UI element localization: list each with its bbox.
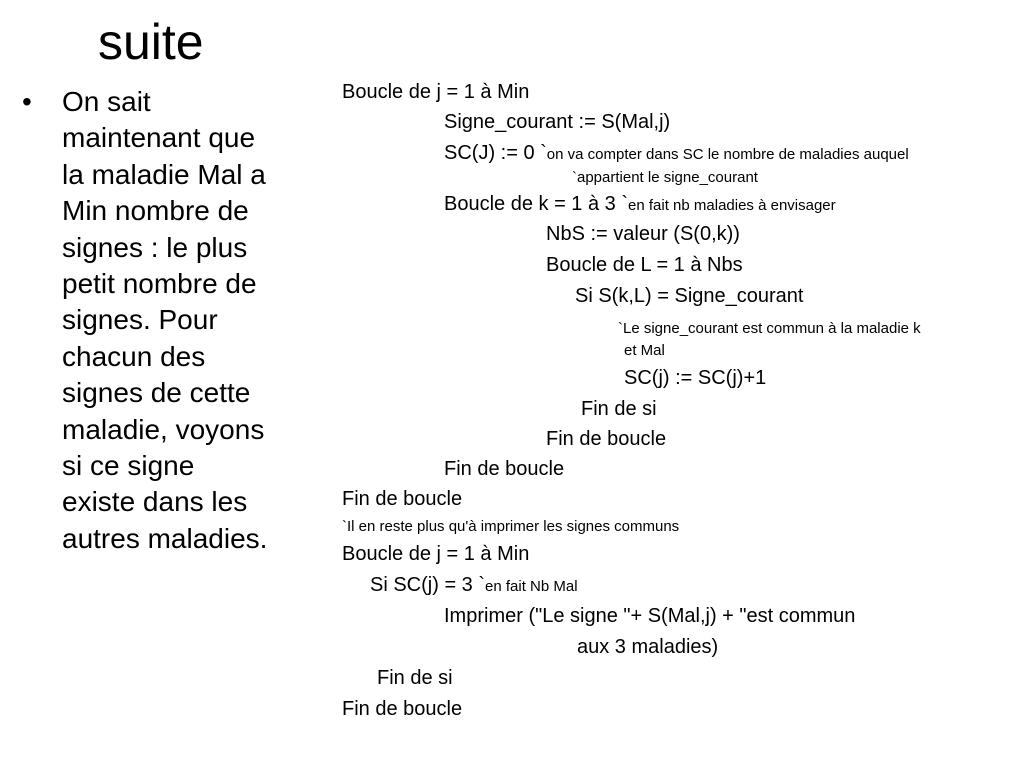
code-line: aux 3 maladies) [577, 636, 719, 658]
code-line: Fin de boucle [342, 488, 463, 510]
code-line: Fin de boucle [444, 458, 565, 480]
code-comment-line: `Il en reste plus qu'à imprimer les signes communs [342, 518, 680, 535]
code-line: Si S(k,L) = Signe_courant [575, 285, 804, 307]
bullet-line: petit nombre de [62, 268, 257, 300]
bullet-line: si ce signe [62, 450, 195, 482]
bullet-line: signes : le plus [62, 231, 248, 263]
bullet-text [62, 84, 267, 557]
code-line: Imprimer ("Le signe "+ S(Mal,j) + "est commun [444, 605, 856, 627]
code-comment-line: et Mal [624, 342, 665, 359]
code-line: Boucle de j = 1 à Min [342, 81, 530, 103]
code-line [444, 141, 909, 167]
bullet-line: autres maladies. [62, 522, 268, 554]
code-line: Fin de boucle [546, 428, 667, 450]
bullet-line: maintenant que [62, 122, 256, 154]
bullet-marker: • [22, 86, 32, 117]
bullet-line: la maladie Mal a [62, 158, 266, 190]
code-comment: en fait nb maladies à envisager [628, 197, 836, 214]
bullet-line: signes. Pour [62, 304, 218, 336]
bullet-line: chacun des [62, 340, 206, 372]
code-line: Signe_courant := S(Mal,j) [444, 111, 671, 133]
code-line: NbS := valeur (S(0,k)) [546, 223, 740, 245]
code-line [444, 192, 836, 218]
bullet-line: On sait [62, 86, 151, 117]
code-line: Boucle de j = 1 à Min [342, 543, 530, 565]
code-line: SC(j) := SC(j)+1 [624, 367, 767, 389]
code-line: Fin de si [377, 667, 453, 689]
code-line: Fin de si [581, 398, 657, 420]
code-line: Boucle de L = 1 à Nbs [546, 254, 743, 276]
code-line [370, 573, 578, 599]
code-line: Fin de boucle [342, 698, 463, 720]
code-comment-line: `Le signe_courant est commun à la maladie k [618, 320, 921, 337]
bullet-line: existe dans les [62, 486, 248, 518]
slide-title: suite [98, 14, 204, 70]
code-comment-line: `appartient le signe_courant [572, 169, 758, 186]
code-comment: on va compter dans SC le nombre de maladies auquel [546, 146, 909, 163]
code-comment: en fait Nb Mal [485, 578, 578, 595]
code-text: Si SC(j) = 3 ` [370, 574, 486, 596]
bullet-line: signes de cette [62, 377, 251, 409]
code-text: SC(J) := 0 ` [444, 142, 547, 164]
code-text: Boucle de k = 1 à 3 ` [444, 193, 629, 215]
bullet-line: maladie, voyons [62, 413, 265, 445]
bullet-line: Min nombre de [62, 195, 249, 227]
